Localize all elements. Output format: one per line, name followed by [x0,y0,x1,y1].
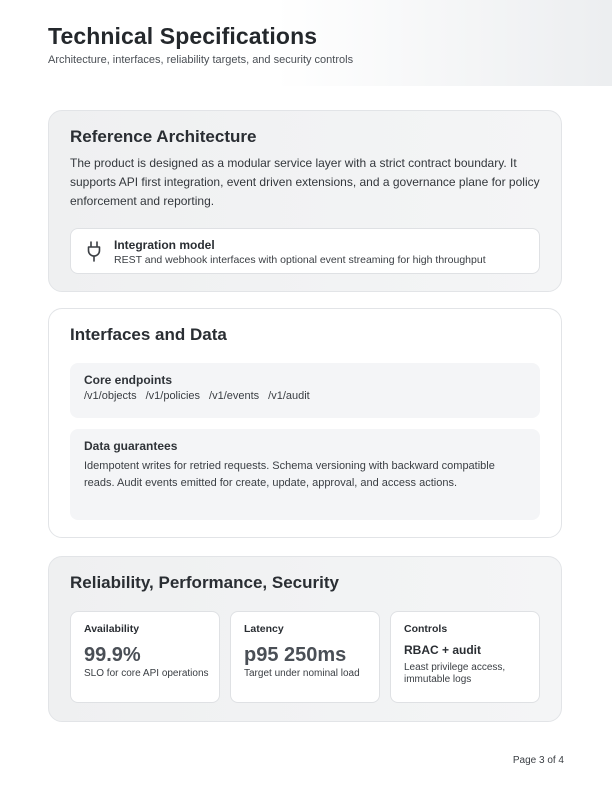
metric-description: SLO for core API operations [84,668,209,679]
metric-value: 99.9% [84,644,141,666]
page-title: Technical Specifications [48,23,318,49]
availability-metric [70,611,220,703]
integration-model-box [70,228,540,274]
endpoint-item: /v1/events [209,390,260,402]
metric-value: p95 250ms [244,644,347,666]
metric-label: Latency [244,623,284,635]
section-title: Interfaces and Data [70,325,227,344]
reference-architecture-card [48,110,562,292]
controls-metric [390,611,540,703]
architecture-description: The product is designed as a modular service layer with a strict contract boundary. It supports API first integration, event driven extensions, and a governance plane for policy enforcement and reporting. [70,156,540,208]
metric-value: RBAC + audit [404,643,482,657]
endpoint-item: /v1/objects [84,390,137,402]
latency-metric [230,611,380,703]
guarantees-title: Data guarantees [84,439,178,453]
reliability-card [48,556,562,722]
plug-icon [85,240,103,262]
interfaces-data-card [48,308,562,538]
guarantees-text: Idempotent writes for retried requests. Schema versioning with backward compatible reads. Audit events emitted for create, update, approval, and access actions. [84,460,495,489]
section-title: Reliability, Performance, Security [70,573,339,592]
data-guarantees-box [70,429,540,520]
page-number: Page 3 of 4 [512,755,564,766]
metric-description: Least privilege access, immutable logs [404,662,506,685]
core-endpoints-box [70,363,540,418]
endpoint-item: /v1/policies [145,390,201,402]
endpoint-item: /v1/audit [268,390,310,402]
integration-description: REST and webhook interfaces with optional event streaming for high throughput [114,254,486,266]
page-subtitle: Architecture, interfaces, reliability targets, and security controls [48,54,354,66]
metric-label: Availability [84,623,140,635]
section-title: Reference Architecture [70,127,257,146]
metric-label: Controls [404,623,448,635]
page-header [0,0,612,86]
endpoints-title: Core endpoints [84,373,173,387]
integration-title: Integration model [114,238,215,252]
metric-description: Target under nominal load [244,668,360,679]
endpoint-list [84,390,319,402]
